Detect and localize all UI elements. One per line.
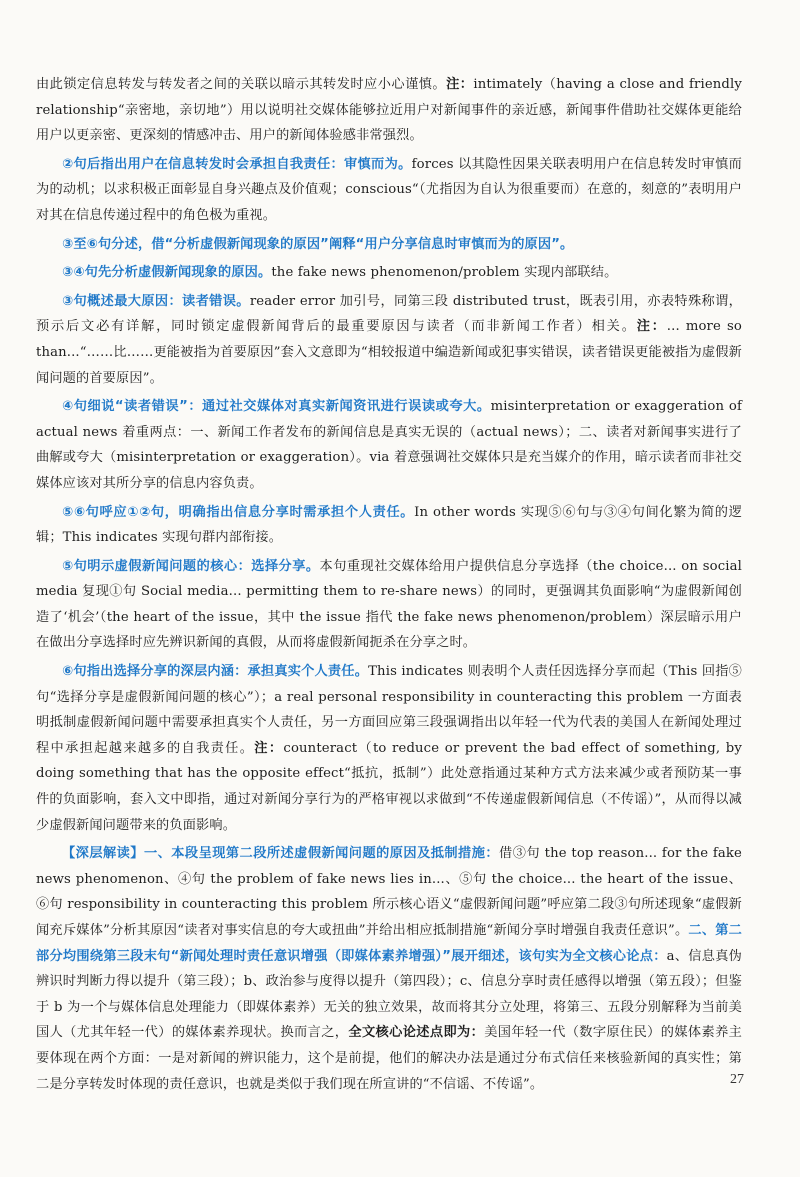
body-text: This indicates 则表明个人责任因选择分享而起（This 回指⑤句“选择分享是虚假新闻问题的核心”）；a real personal responsibility in counteracting this problem 一方面表明抵制虚假新闻问题中需要承担真实个人责任，另一方面回应第三段强调指出以年轻一代为代表的美国人在新闻处理过程中承担起越来越多的自我责任。	[36, 664, 742, 756]
body-text: ... more so than...“……比……更能被指为首要原因”套入文意即为“相较报道中编造新闻或犯事实错误，读者错误更能被指为虚假新闻问题的首要原因”。	[36, 319, 742, 386]
body-text: a、信息真伪辨识时判断力得以提升（第三段）；b、政治参与度得以提升（第四段）；c、信息分享时责任感得以增强（第五段）；但鉴于 b 为一个与媒体信息处理能力（即媒体素养）无关的独立效果，故而将其分立处理，将第三、五段分别解释为当前美国人（尤其年轻一代）的媒体素养现状。换而言之，	[36, 948, 742, 1041]
bold-note: 注：	[446, 77, 474, 92]
body-text: forces 以其隐性因果关联表明用户在信息转发时审慎而为的动机；以求积极正面彰显自身兴趣点及价值观；conscious“（尤指因为自认为很重要而）在意的，刻意的”表明用户对其在信息传递过程中的角色极为重视。	[36, 156, 742, 223]
body-text: misinterpretation or exaggeration of actual news 着重两点：一、新闻工作者发布的新闻信息是真实无误的（actual news）；二、读者对新闻事实进行了曲解或夸大（misinterpretation or exaggeration）。via 着意强调社交媒体只是充当媒介的作用，暗示读者而非社交媒体应该对其所分享的信息内容负责。	[36, 399, 742, 491]
body-text: In other words 实现⑤⑥句与③④句间化繁为简的逻辑；This indicates 实现句群内部衔接。	[36, 504, 742, 546]
bold-note: 注：	[636, 319, 667, 335]
body-text: intimately（having a close and friendly relationship“亲密地，亲切地”）用以说明社交媒体能够拉近用户对新闻事件的亲近感，新闻事件借助社交媒体更能给用户以更亲密、更深刻的情感冲击、用户的新闻体验感非常强烈。	[36, 77, 742, 144]
body-text: counteract（to reduce or prevent the bad effect of something, by doing something that has the opposite effect“抵抗，抵制”）此处意指通过某种方式方法来减少或者预防某一事件的负面影响，套入文中即指，通过对新闻分享行为的严格审视以求做到“不传递虚假新闻信息（不传谣）”，从而得以减少虚假新闻问题带来的负面影响。	[36, 740, 742, 833]
paragraph	[36, 659, 742, 838]
bold-note: 注：	[254, 740, 284, 756]
paragraph	[36, 394, 742, 496]
highlighted-heading: ②句后指出用户在信息转发时会承担自我责任：审慎而为。	[62, 156, 412, 172]
paragraph	[36, 260, 742, 286]
highlighted-heading: ③至⑥句分述，借“分析虚假新闻现象的原因”阐释“用户分享信息时审慎而为的原因”。	[62, 236, 574, 252]
highlighted-heading: 【深层解读】一、本段呈现第二段所述虚假新闻问题的原因及抵制措施：	[62, 846, 500, 862]
body-text: 由此锁定信息转发与转发者之间的关联以暗示其转发时应小心谨慎。	[36, 77, 447, 92]
body-text: 借③句 the top reason... for the fake news phenomenon、④句 the problem of fake news lies in...、⑤句 the choice... the heart of the issue、⑥句 responsibility in counteracting this problem 所示核心语义“虚假新闻问题”呼应第二段③句所述现象“虚假新闻充斥媒体”分析其原因“读者对事实信息的夸大或扭曲”并给出相应抵制措施“新闻分享时增强自我责任意识”。	[36, 846, 743, 938]
paragraph	[36, 152, 742, 229]
highlighted-heading: ⑤句明示虚假新闻问题的核心：选择分享。	[62, 558, 320, 574]
highlighted-heading: ③句概述最大原因：读者错误。	[62, 293, 250, 309]
highlighted-heading: 二、第二部分均围绕第三段末句“新闻处理时责任意识增强（即媒体素养增强）”展开细述，该句实为全文核心论点：	[36, 923, 742, 964]
body-text: reader error 加引号，同第三段 distributed trust，既表引用，亦表特殊称谓，预示后文必有详解，同时锁定虚假新闻背后的最重要原因与读者（而非新闻工作者）相关。	[36, 293, 743, 335]
paragraph	[36, 289, 742, 391]
paragraph	[36, 72, 742, 149]
highlighted-heading: ⑤⑥句呼应①②句，明确指出信息分享时需承担个人责任。	[62, 504, 415, 520]
paragraph	[36, 232, 742, 258]
highlighted-heading: ③④句先分析虚假新闻现象的原因。	[62, 265, 272, 281]
paragraph	[36, 554, 742, 656]
body-text: the fake news phenomenon/problem 实现内部联结。	[271, 265, 618, 281]
body-text: 本句重现社交媒体给用户提供信息分享选择（the choice... on social media 复现①句 Social media... permitting them to re-share news）的同时，更强调其负面影响“为虚假新闻创造了‘机会’（the heart of the issue，其中 the issue 指代 the fake news phenomenon/problem）深层暗示用户在做出分享选择时应先辨识新闻的真假，从而将虚假新闻扼杀在分享之时。	[36, 558, 742, 651]
bold-note: 全文核心论述点即为：	[348, 1025, 485, 1041]
highlighted-heading: ④句细说“读者错误”：通过社交媒体对真实新闻资讯进行误读或夸大。	[62, 399, 491, 415]
highlighted-heading: ⑥句指出选择分享的深层内涵：承担真实个人责任。	[62, 664, 369, 680]
body-text: 美国年轻一代（数字原住民）的媒体素养主要体现在两个方面：一是对新闻的辨识能力，这个是前提，他们的解决办法是通过分布式信任来核验新闻的真实性；第二是分享转发时体现的责任意识，也就是类似于我们现在所宣讲的“不信谣、不传谣”。	[36, 1025, 743, 1092]
paragraph	[36, 500, 742, 551]
document-body	[36, 72, 742, 1100]
paragraph	[36, 841, 742, 1097]
page-number: 27	[730, 1072, 744, 1087]
